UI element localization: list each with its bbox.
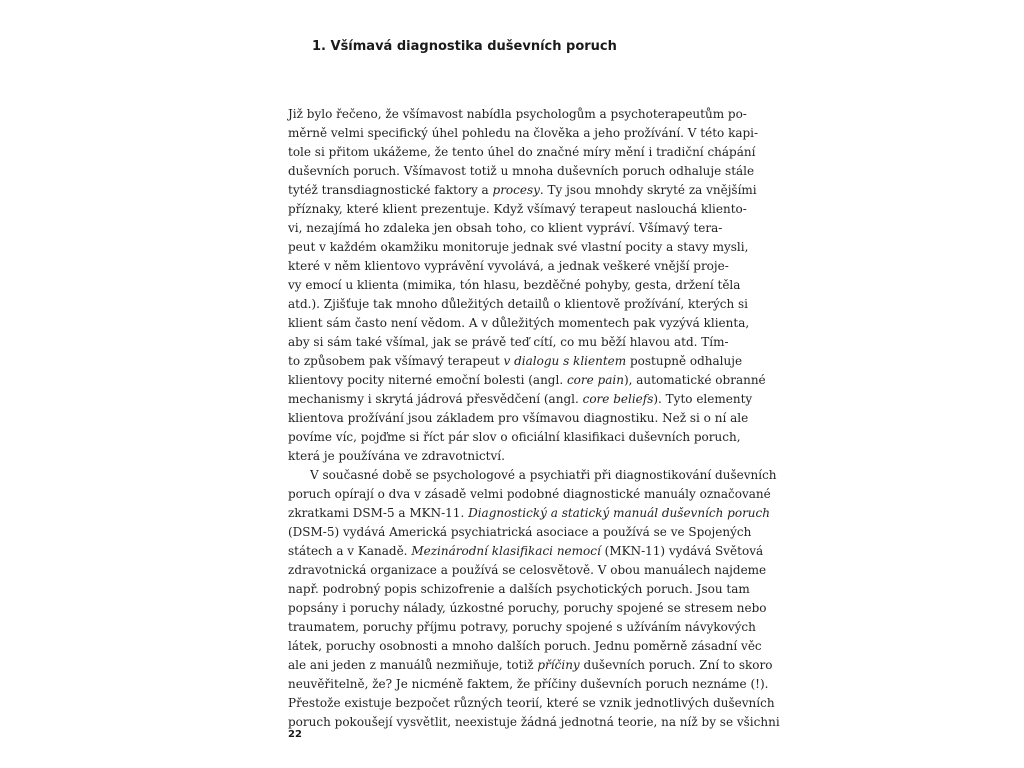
text-line: klient sám často není vědom. A v důležitých momentech pak vyzývá klienta,: [288, 316, 750, 330]
italic-term: v dialogu s klientem: [503, 354, 627, 368]
italic-term: procesy: [492, 183, 540, 197]
italic-term: příčiny: [537, 658, 580, 672]
text-line: vi, nezajímá ho zdaleka jen obsah toho, co klient vypráví. Všímavý tera-: [288, 221, 723, 235]
text-run: to způsobem pak všímavý terapeut: [288, 354, 504, 368]
chapter-running-head: 1. Všímavá diagnostika duševních poruch: [312, 39, 617, 54]
text-line: zdravotnická organizace a používá se celosvětově. V obou manuálech najdeme: [288, 563, 767, 577]
text-line: neuvěřitelně, že? Je nicméně faktem, že příčiny duševních poruch neznáme (!).: [288, 677, 769, 691]
text-line: Přestože existuje bezpočet různých teorií, které se vznik jednotlivých duševních: [288, 696, 775, 710]
text-line: která je používána ve zdravotnictví.: [288, 449, 505, 463]
text-line: duševních poruch. Všímavost totiž u mnoha duševních poruch odhaluje stále: [288, 164, 755, 178]
text-run: ), automatické obranné: [623, 373, 766, 387]
page-number: 22: [288, 729, 302, 740]
text-run: (MKN-11) vydává Světová: [600, 544, 764, 558]
italic-term: core pain: [566, 373, 624, 387]
text-run: státech a v Kanadě.: [288, 544, 412, 558]
text-line: látek, poruchy osobnosti a mnoho dalších poruch. Jednu poměrně zásadní věc: [288, 639, 762, 653]
text-line: příznaky, které klient prezentuje. Když všímavý terapeut naslouchá kliento-: [288, 202, 747, 216]
text-line: které v něm klientovo vyprávění vyvolává, a jednak veškeré vnější proje-: [288, 259, 729, 273]
text-run: zkratkami DSM-5 a MKN-11.: [288, 506, 469, 520]
text-line: [288, 371, 766, 390]
text-line: V současné době se psychologové a psychiatři při diagnostikování duševních: [310, 468, 777, 482]
text-run: tytéž transdiagnostické faktory a: [288, 183, 493, 197]
text-line: (DSM-5) vydává Americká psychiatrická asociace a používá se ve Spojených: [288, 525, 752, 539]
text-line: měrně velmi specifický úhel pohledu na člověka a jeho prožívání. V této kapi-: [288, 126, 759, 140]
text-line: povíme víc, pojďme si říct pár slov o oficiální klasifikaci duševních poruch,: [288, 430, 741, 444]
text-run: mechanismy i skrytá jádrová přesvědčení (angl.: [288, 392, 583, 406]
text-line: např. podrobný popis schizofrenie a dalších psychotických poruch. Jsou tam: [288, 582, 750, 596]
text-line: [288, 181, 757, 200]
text-line: [288, 542, 764, 561]
text-line: tole si přitom ukážeme, že tento úhel do značné míry mění i tradiční chápání: [288, 145, 756, 159]
text-line: [288, 504, 770, 523]
text-line: poruch pokoušejí vysvětlit, neexistuje žádná jednotná teorie, na níž by se všichni: [288, 715, 780, 729]
text-line: [288, 656, 773, 675]
italic-term: Mezinárodní klasifikaci nemocí: [411, 544, 601, 558]
text-line: traumatem, poruchy příjmu potravy, poruchy spojené s užíváním návykových: [288, 620, 756, 634]
text-line: vy emocí u klienta (mimika, tón hlasu, bezděčné pohyby, gesta, držení těla: [288, 278, 741, 292]
text-line: atd.). Zjišťuje tak mnoho důležitých detailů o klientově prožívání, kterých si: [288, 297, 749, 311]
text-line: popsány i poruchy nálady, úzkostné poruchy, poruchy spojené se stresem nebo: [288, 601, 767, 615]
text-run: postupně odhaluje: [626, 354, 743, 368]
italic-term: Diagnostický a statický manuál duševních poruch: [468, 506, 770, 520]
italic-term: core beliefs: [582, 392, 654, 406]
text-line: aby si sám také všímal, jak se právě teď cítí, co mu běží hlavou atd. Tím-: [288, 335, 729, 349]
body-text: [288, 105, 780, 732]
text-line: peut v každém okamžiku monitoruje jednak své vlastní pocity a stavy mysli,: [288, 240, 749, 254]
text-run: ale ani jeden z manuálů nezmiňuje, totiž: [288, 658, 538, 672]
text-run: ). Tyto elementy: [653, 392, 753, 406]
text-line: poruch opírají o dva v zásadě velmi podobné diagnostické manuály označované: [288, 487, 771, 501]
text-run: . Ty jsou mnohdy skryté za vnějšími: [539, 183, 757, 197]
text-line: Již bylo řečeno, že všímavost nabídla psychologům a psychoterapeutům po-: [288, 107, 747, 121]
text-line: [288, 390, 753, 409]
text-line: [288, 352, 743, 371]
text-run: klientovy pocity niterné emoční bolesti (angl.: [288, 373, 567, 387]
text-run: duševních poruch. Zní to skoro: [579, 658, 773, 672]
text-line: klientova prožívání jsou základem pro všímavou diagnostiku. Než si o ní ale: [288, 411, 749, 425]
